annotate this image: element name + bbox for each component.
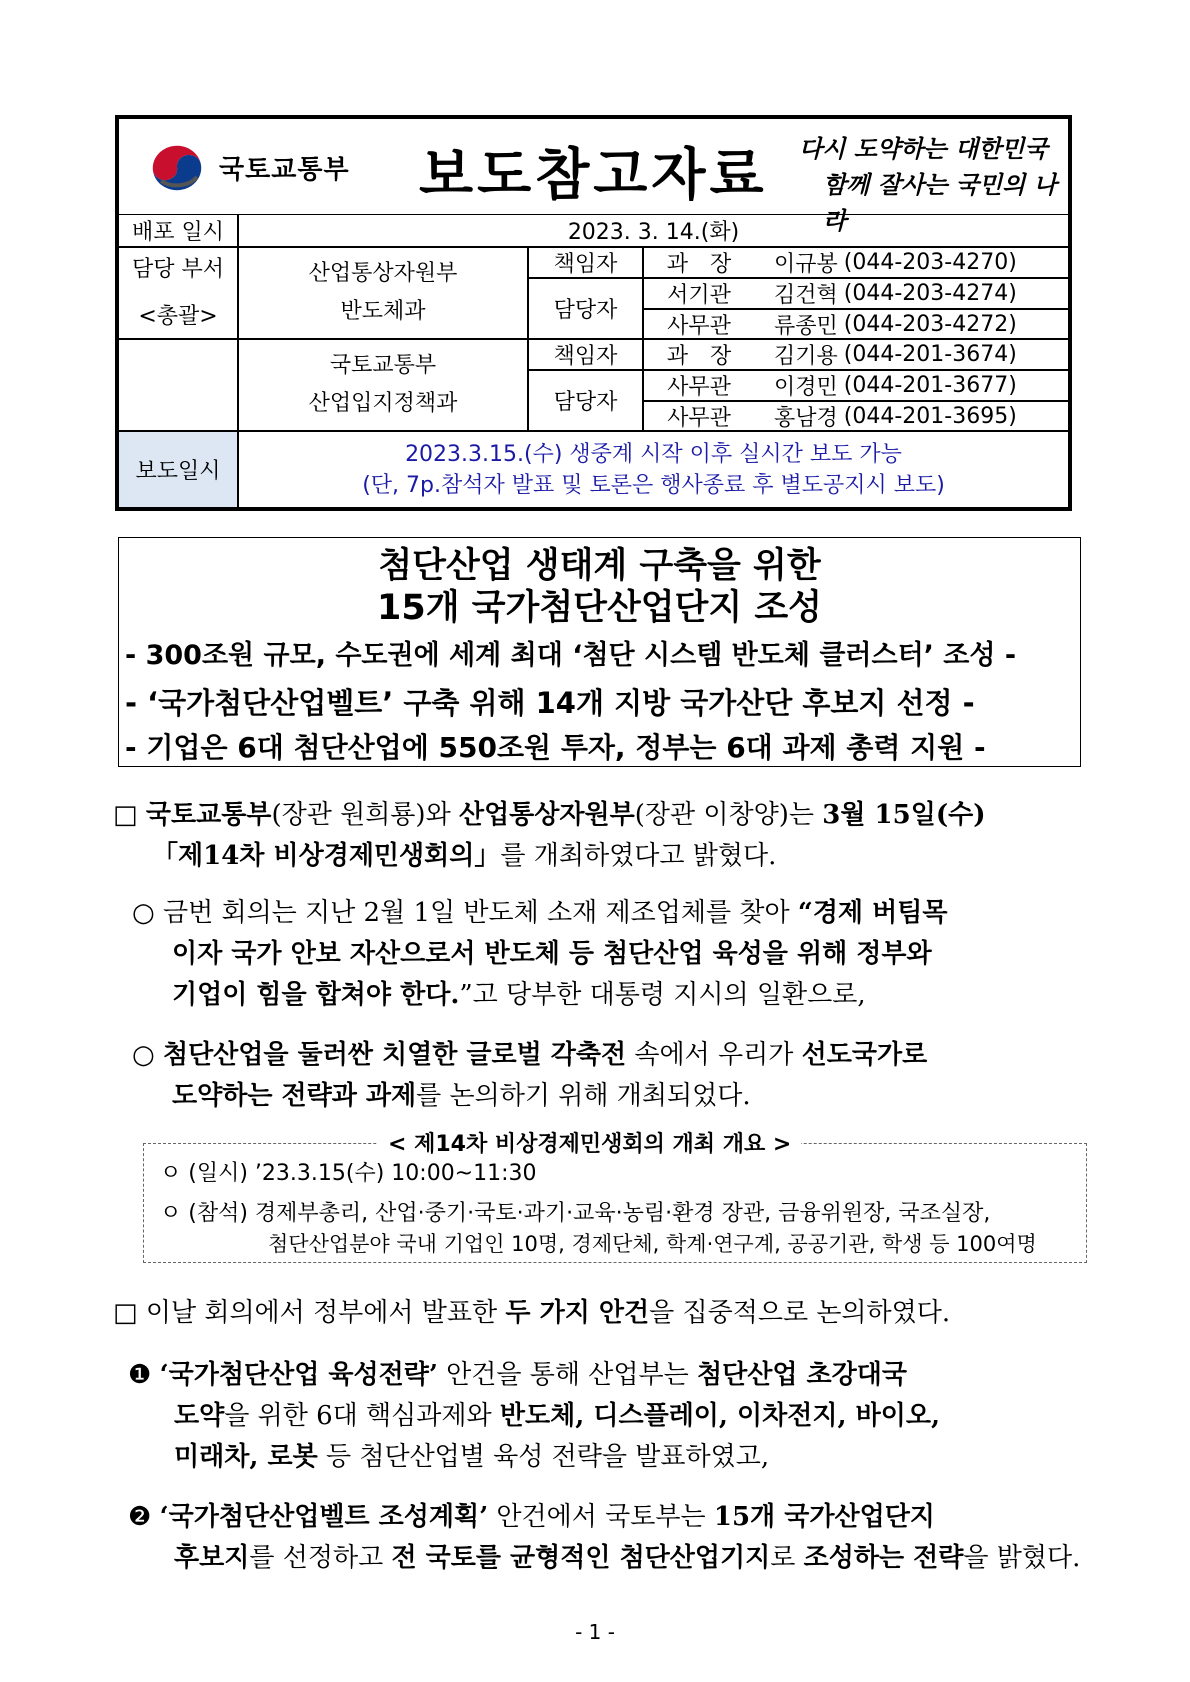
numbered-bullet-2: ❷ (128, 1502, 160, 1532)
text-bold: 전 국토를 균형적인 첨단산업기지 (391, 1543, 771, 1573)
paragraph-5-line-3 (174, 1437, 769, 1477)
page-number: - 1 - (575, 1620, 615, 1644)
meeting-overview-box (143, 1143, 1087, 1263)
press-header-table (115, 115, 1072, 511)
text-bold: 「제14차 비상경제민생회의」 (152, 841, 501, 871)
dept1-staff-role: 담당자 (528, 278, 643, 339)
paragraph-2-line-3 (172, 975, 866, 1015)
overview-date: ㅇ (일시) ’23.3.15(수) 10:00~11:30 (160, 1161, 537, 1186)
text: ○ 금번 회의는 지난 2월 1일 반도체 소재 제조업체를 찾아 (132, 898, 798, 928)
person-name: 김건혁 (774, 283, 838, 308)
text: (장관 원희룡)와 (271, 800, 459, 830)
text: 를 논의하기 위해 개최되었다. (416, 1081, 751, 1111)
person-phone: (044-201-3695) (843, 403, 1017, 429)
headline-box (118, 537, 1081, 767)
text-bold: 산업통상자원부 (458, 800, 635, 830)
paragraph-3-line-1 (132, 1035, 927, 1075)
taegeuk-logo-icon (147, 141, 207, 193)
paragraph-1-line-2 (152, 836, 776, 876)
text-bold: 국토교통부 (145, 800, 272, 830)
subheadline-3: - 기업은 6대 첨단산업에 550조원 투자, 정부는 6대 과제 총력 지원 - (125, 731, 986, 764)
person-title: 과 장 (666, 252, 732, 277)
overview-attendees-cont: 첨단산업분야 국내 기업인 10명, 경제단체, 학계·연구계, 공공기관, 학생 등 100여명 (268, 1232, 1037, 1256)
text: 안건에서 국토부는 (488, 1502, 714, 1532)
person-title: 사무관 (667, 375, 731, 400)
headline-line-2: 15개 국가첨단산업단지 조성 (377, 588, 822, 628)
text: 를 개최하였다고 밝혔다. (500, 841, 777, 871)
text-bold: “경제 버팀목 (797, 898, 948, 928)
dept2-label-cell (118, 339, 238, 431)
report-time (238, 431, 1069, 508)
text-bold: 기업이 힘을 합쳐야 한다. (172, 980, 460, 1010)
text-bold: 첨단산업 초강대국 (697, 1360, 907, 1390)
text: 속에서 우리가 (626, 1040, 802, 1070)
document-type-title: 보도참고자료 (419, 143, 768, 208)
report-label: 보도일시 (118, 431, 238, 508)
text-bold: 15개 국가산업단지 (713, 1502, 935, 1532)
paragraph-2-line-2 (172, 934, 932, 974)
subheadline-2: - ‘국가첨단산업벨트’ 구축 위해 14개 지방 국가산단 후보지 선정 - (125, 686, 975, 720)
paragraph-3-line-2 (172, 1076, 751, 1116)
slogan-line-2: 함께 잘사는 국민의 나라 (823, 170, 1057, 235)
paragraph-6-line-1 (128, 1497, 935, 1537)
text: □ 이날 회의에서 정부에서 발표한 (113, 1298, 506, 1328)
text-bold: 반도체, 디스플레이, 이차전지, 바이오, (499, 1401, 940, 1431)
text-bold: 도약하는 전략과 과제 (172, 1081, 417, 1111)
dept1-name (238, 247, 528, 339)
headline-line-1: 첨단산업 생태계 구축을 위한 (378, 546, 821, 586)
person-name: 류종민 (774, 313, 838, 339)
text: 를 선정하고 (249, 1543, 392, 1573)
paragraph-4 (113, 1293, 950, 1333)
text-bold: 조성하는 전략 (803, 1543, 964, 1573)
text-bold: 이자 국가 안보 자산으로서 반도체 등 첨단산업 육성을 위해 정부와 (172, 939, 932, 969)
text-bold: 도약 (174, 1401, 225, 1431)
person-phone: (044-201-3674) (843, 342, 1017, 367)
dept2-chief-role: 책임자 (528, 339, 643, 370)
text: 을 집중적으로 논의하였다. (649, 1298, 951, 1328)
dept-label: 담당 부서 (131, 257, 224, 282)
dept2-line1: 국토교통부 (329, 353, 437, 378)
paragraph-6-line-2 (174, 1538, 1080, 1578)
person-name: 홍남경 (774, 405, 838, 431)
paragraph-1-line-1 (113, 795, 986, 835)
meeting-overview-title: < 제14차 비상경제민생회의 개최 개요 > (378, 1127, 801, 1158)
text-bold: 미래차, 로봇 (174, 1442, 318, 1472)
dept2-row-1 (643, 339, 1069, 370)
dept1-chief-role: 책임자 (528, 247, 643, 278)
dept2-staff-role: 담당자 (528, 370, 643, 431)
slogan-line-1: 다시 도약하는 대한민국 (799, 134, 1048, 163)
dept2-row-2 (643, 370, 1069, 401)
text: 을 밝혔다. (963, 1543, 1081, 1573)
dept-sub-label: <총괄> (138, 304, 218, 329)
person-title: 과 장 (666, 344, 732, 369)
dept-label-cell (118, 247, 238, 339)
person-name: 김기용 (774, 344, 838, 369)
text: ”고 당부한 대통령 지시의 일환으로, (459, 980, 866, 1010)
person-phone: (044-203-4272) (843, 311, 1017, 337)
person-title: 서기관 (667, 283, 731, 308)
bullet-square: □ (113, 800, 146, 830)
person-title: 사무관 (667, 405, 731, 431)
ministry-logo (147, 141, 350, 193)
dept1-line2: 반도체과 (340, 299, 426, 324)
text: (장관 이창양)는 (634, 800, 823, 830)
text: 안건을 통해 산업부는 (437, 1360, 698, 1390)
text-bold: 후보지 (174, 1543, 250, 1573)
person-name: 이규봉 (774, 252, 838, 277)
person-name: 이경민 (774, 375, 838, 400)
subheadline-1: - 300조원 규모, 수도권에 세계 최대 ‘첨단 시스템 반도체 클러스터’ 조성 - (125, 640, 1017, 671)
dept2-name (238, 339, 528, 431)
text: 로 (770, 1543, 804, 1573)
text: ○ (132, 1040, 163, 1070)
text-bold: ‘국가첨단산업 육성전략’ (159, 1360, 438, 1390)
dist-label: 배포 일시 (118, 214, 238, 247)
dept1-row-1 (643, 247, 1069, 278)
numbered-bullet-1: ❶ (128, 1360, 160, 1390)
text-bold: 3월 15일(수) (822, 800, 986, 830)
paragraph-2-line-1 (132, 893, 947, 933)
text-bold: 선도국가로 (801, 1040, 928, 1070)
person-phone: (044-203-4270) (843, 250, 1017, 275)
dept1-line1: 산업통상자원부 (308, 261, 458, 286)
logo-text: 국토교통부 (219, 154, 350, 185)
person-title: 사무관 (667, 313, 731, 339)
dept2-row-3 (643, 401, 1069, 431)
report-line-1: 2023.3.15.(수) 생중계 시작 이후 실시간 보도 가능 (405, 441, 902, 467)
paragraph-5-line-2 (174, 1396, 940, 1436)
overview-attendees: ㅇ (참석) 경제부총리, 산업·중기·국토·과기·교육·농림·환경 장관, 금융위원장, 국조실장, (160, 1201, 991, 1226)
person-phone: (044-203-4274) (843, 281, 1017, 306)
text-bold: ‘국가첨단산업벨트 조성계획’ (159, 1502, 489, 1532)
text: 을 위한 6대 핵심과제와 (224, 1401, 500, 1431)
report-line-2: (단, 7p.참석자 발표 및 토론은 행사종료 후 별도공지시 보도) (362, 472, 945, 498)
text-bold: 두 가지 안건 (505, 1298, 650, 1328)
dept2-line2: 산업입지정책과 (308, 391, 458, 416)
dept1-row-3 (643, 309, 1069, 339)
text: 등 첨단산업별 육성 전략을 발표하였고, (317, 1442, 770, 1472)
paragraph-5-line-1 (128, 1355, 907, 1395)
person-phone: (044-201-3677) (843, 373, 1017, 398)
dist-date: 2023. 3. 14.(화) (238, 214, 1069, 247)
dept1-row-2 (643, 278, 1069, 309)
text-bold: 첨단산업을 둘러싼 치열한 글로벌 각축전 (162, 1040, 627, 1070)
